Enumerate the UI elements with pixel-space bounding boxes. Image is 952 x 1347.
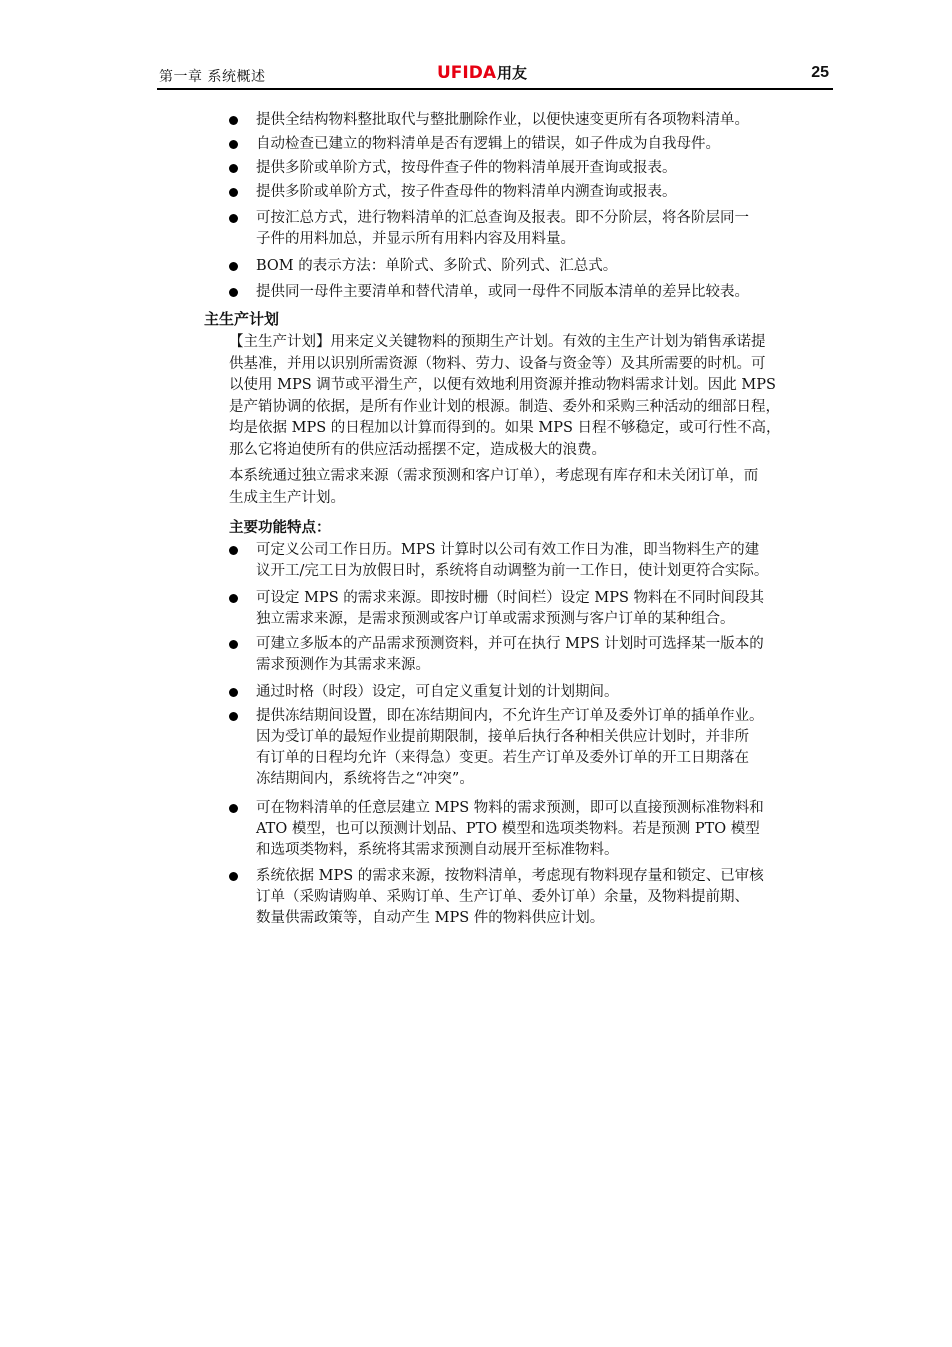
text-line: 订单（采购请购单、采购订单、生产订单、委外订单）余量，及物料提前期、 [256,889,749,905]
text-line: 自动检查已建立的物料清单是否有逻辑上的错误，如子件成为自我母件。 [256,136,720,152]
text-line: 可按汇总方式，进行物料清单的汇总查询及报表。即不分阶层，将各阶层同一 [256,210,749,226]
text-line: 需求预测作为其需求来源。 [256,657,430,673]
chapter-title: 第一章 系统概述 [159,69,266,85]
text-line: 提供多阶或单阶方式，按子件查母件的物料清单内溯查询或报表。 [256,184,677,200]
text-line: 生成主生产计划。 [229,489,345,506]
bullet-icon [229,214,238,223]
text-line: 可设定 MPS 的需求来源。即按时栅（时间栏）设定 MPS 物料在不同时间段其 [256,590,765,606]
bullet-icon [229,116,238,125]
text-line: 提供同一母件主要清单和替代清单，或同一母件不同版本清单的差异比较表。 [256,284,749,300]
bullet-icon [229,262,238,271]
features-title: 主要功能特点： [229,520,331,536]
text-line: 通过时格（时段）设定，可自定义重复计划的计划期间。 [256,684,619,700]
text-line: 可建立多版本的产品需求预测资料，并可在执行 MPS 计划时可选择某一版本的 [256,636,764,652]
text-line: 独立需求来源，是需求预测或客户订单或需求预测与客户订单的某种组合。 [256,611,735,627]
bullet-icon [229,594,238,603]
text-line: 有订单的日程均允许（来得急）变更。若生产订单及委外订单的开工日期落在 [256,750,749,766]
logo-latin: UFIDA [437,63,497,83]
text-line: 系统依据 MPS 的需求来源，按物料清单，考虑现有物料现存量和锁定、已审核 [256,868,764,884]
text-line: 子件的用料加总，并显示所有用料内容及用料量。 [256,231,575,247]
text-line: 提供冻结期间设置，即在冻结期间内，不允许生产订单及委外订单的插单作业。 [256,708,764,724]
text-line: ATO 模型，也可以预测计划品、PTO 模型和选项类物料。若是预测 PTO 模型 [256,821,760,837]
text-line: BOM 的表示方法：单阶式、多阶式、阶列式、汇总式。 [256,258,618,274]
text-line: 数量供需政策等，自动产生 MPS 件的物料供应计划。 [256,910,605,926]
text-line: 因为受订单的最短作业提前期限制，接单后执行各种相关供应计划时，并非所 [256,729,749,745]
mps-system-paragraph [229,466,833,509]
text-line: 【主生产计划】用来定义关键物料的预期生产计划。有效的主生产计划为销售承诺提 [229,334,766,350]
text-line: 可定义公司工作日历。MPS 计算时以公司有效工作日为准，即当物料生产的建 [256,542,760,558]
text-line: 是产销协调的依据，是所有作业计划的根源。制造、委外和采购三种活动的细部日程， [229,398,780,415]
page-number: 25 [811,64,829,81]
bullet-icon [229,140,238,149]
bullet-icon [229,872,238,881]
bullet-icon [229,804,238,813]
bullet-icon [229,640,238,649]
bullet-icon [229,712,238,721]
bullet-icon [229,164,238,173]
bullet-icon [229,188,238,197]
text-line: 和选项类物料，系统将其需求预测自动展开至标准物料。 [256,842,619,858]
page-header [157,58,833,90]
text-line: 供基准，并用以识别所需资源（物料、劳力、设备与资金等）及其所需要的时机。可 [229,355,766,372]
text-line: 提供全结构物料整批取代与整批删除作业，以便快速变更所有各项物料清单。 [256,112,749,128]
section-title-mps: 主生产计划 [204,310,280,328]
bullet-icon [229,546,238,555]
logo-cn: 用友 [497,64,528,82]
text-line: 以使用 MPS 调节或平滑生产，以便有效地利用资源并推动物料需求计划。因此 MPS [229,377,776,393]
text-line: 提供多阶或单阶方式，按母件查子件的物料清单展开查询或报表。 [256,160,677,176]
text-line: 本系统通过独立需求来源（需求预测和客户订单），考虑现有库存和未关闭订单，而 [229,468,759,484]
ufida-logo [437,62,527,83]
bullet-icon [229,288,238,297]
text-line: 议开工/完工日为放假日时，系统将自动调整为前一工作日，使计划更符合实际。 [256,563,769,579]
text-line: 那么它将迫使所有的供应活动摇摆不定，造成极大的浪费。 [229,441,606,458]
text-line: 冻结期间内，系统将告之“冲突”。 [256,771,474,787]
text-line: 可在物料清单的任意层建立 MPS 物料的需求预测，即可以直接预测标准物料和 [256,800,764,816]
bullet-icon [229,688,238,697]
text-line: 均是依据 MPS 的日程加以计算而得到的。如果 MPS 日程不够稳定，或可行性不高， [229,420,781,436]
mps-intro-paragraph [229,332,833,461]
